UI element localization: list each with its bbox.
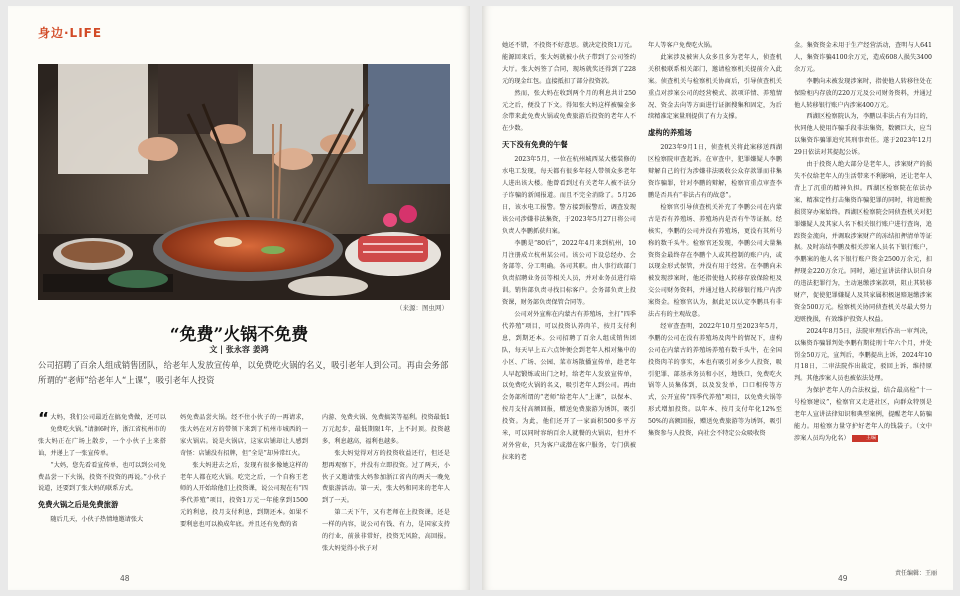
paragraph: 经审查查明，2022年10月至2023年5月，李鹏的公司在没有养殖场及肉牛的情况下，虚构公司在内蒙古的养殖场养殖有数千头牛，在全国投资肉羊的事实，本也有吸引对多少人投资，吸引犯罪、部基承务员和小区，地铁口，免费吃火锅等人员集体到，以及发发单，口口相传等方式，公开宣传“四季代养殖”项目，以免费火锅等形式增加投资。以年本、按月支付年化12%至50%的高额回报，赠送免费旅游等为诱饵，吸引集资参与人投资，向社会不特定公众吸收资 <box>648 322 782 438</box>
article-deck: 公司招聘了百余人组成销售团队，给老年人发放宣传单，以免费吃火锅的名义，吸引老年人到公司。再由会务部所谓的“老师”给老年人“上课”，吸引老年人投资 <box>38 360 449 385</box>
paragraph: 李鹏是“80后”，2022年4月来到杭州，10月注册成立杭州某公司。该公司下设总经办、会务部等、分工明确。各司其职。由人事行政部门负责招聘业务员等相关人员，并对业务员进行培训。销售部负责寻找目标客户。会务部负责上投资课，财务部负责保管合同等。 <box>502 239 636 307</box>
paragraph: 金。集资资金未用于生产经营活动，查明与人641人，集资诈骗4100余万元，造成608人损失3400余万元。 <box>794 42 932 73</box>
image-credit: （来源：图虫网） <box>396 304 448 312</box>
left-page <box>8 6 470 590</box>
section-tag: 身边·LIFE <box>38 26 103 40</box>
paragraph: “大妈，您先看看宣传单，也可以到公司免费品尝一下火锅，投资不投资的再说。”小伙子说道，还要到了张大妈的联系方式。 <box>38 461 166 493</box>
paragraph: 张大妈进去之后，发现有很多像她这样的老年人都在吃火锅。吃完之后，一个自称王老师的人开始给他们上投资课，说公司现在有“四季代养殖”项目，投资1万元一年能拿到1500元的利息，投月支付利息，到期还本。如果不要利息也可以换成年底。并且还有免费的省 <box>180 461 308 529</box>
paragraph: 内游、免费火锅、免费搞笑等福利。投资最低1万元起步，最低期限1年，上不封顶。投资越多，利息越高，福利也越多。 <box>322 414 450 445</box>
subheading: 天下没有免费的午餐 <box>502 140 568 150</box>
page-number: 48 <box>120 574 130 583</box>
paragraph: 为保护老年人的合法权益，结合最高检“十一号检察建议”，检察官又走进社区，向群众特别是老年人宣讲法律知识和典型案例，提醒老年人防骗能力。用检察力量守护好老年人的钱袋子。（文中涉案人员均为化名） 主编 <box>794 387 932 442</box>
right-column-1 <box>502 40 636 560</box>
responsible-editor: 责任编辑：王丽 <box>894 570 937 577</box>
paragraph: 2023年5月，一位在杭州城西某大楼装修的水电工发现，每天都有很多年轻人带领众多老年人进出该大楼。他曾看到过有关老年人被不法分子诈骗的新闻报道。而且不完全消除了。5月26日，该水电工报警。警方接到报警后，调查发现该公司涉嫌非法集资，于2023年5月27日将公司负责人李鹏抓获归案。 <box>502 156 636 235</box>
page-number: 49 <box>838 574 848 583</box>
paragraph: 李鹏向未被发现涉案时，指使他人转移往处在保险柜内存放的220万元及公司财务资料，并通过他人转移银行账户内涉案400万元。 <box>794 77 932 109</box>
paragraph: 公司对外宣称在内蒙古有养殖场，主打“四季代养殖”项目，可以投资认养肉羊，按月支付利息，到期还本。公司招聘了百余人组成销售团队，每天早上五六点钟便会到老年人相对集中的小区、广场、公园、菜市场散播宣传单，趁老年人早起锻炼或出门之时，给老年人发放宣传单，以免费吃火锅的名义，吸引老年人到公司。再由会务部所谓的“老师”给老年人“上课”，以保本、按月支付高额回报，赠送免费旅游为诱饵，吸引投资。为此，他们还开了一家面积500多平方米，可以同时容纳百余人就餐的火锅店，但并不对外营业，只为客户或潜在客户服务，专门供被拉来的老 <box>502 311 636 461</box>
paragraph: 由于投资人绝大部分是老年人，涉案财产的损失不仅给老年人的生活带来不利影响，还让老年人背上了沉重的精神负担。西湖区检察院在依法办案、精准定性打击集资诈骗犯罪的同时，将追赃挽损贯穿办案始终。西湖区检察院会同侦查机关对犯罪嫌疑人及其家人名下相关银行账户进行查询，追踪资金流向，并调取涉案财产的冻结扣押清单等证据。及时冻结李鹏及相关涉案人员名下银行账户，李鹏案的他人名下银行账户资金2500万余元，扣押现金220万余元。同时，通过宣讲法律认识自身的违法犯罪行为，主动退缴涉案款项，阻止其转移财产，促使犯罪嫌疑人及其家属积极退赔退缴涉案资金500万元。检察机关协同侦查机关尽最大努力追赃挽损，有效维护投资人权益。 <box>794 161 932 323</box>
paragraph: 2024年8月5日，法院审理后作出一审判决，以集资诈骗罪判处李鹏有期徒刑十年六个月，并处罚金50万元，宣判后，李鹏提出上诉，2024年10月18日，二审法院作出裁定，驳回上诉，维持原判。其他涉案人员也被依法处理。 <box>794 327 932 383</box>
paragraph: 此案涉及被害人众多且多为老年人，侦查机关积极联系相关部门，邀请检察机关提前介入此案。侦查机关与检察机关协商后，引导侦查机关重点对涉案公司的经营模式、款项详情、养殖情况、资金去向等方面进行证据搜集和固定，为后续精准定案量刑提供了有力支撑。 <box>648 53 782 121</box>
left-column-2 <box>180 412 308 572</box>
paragraph: 检察官引导侦查机关补充了李鹏公司在内蒙古是否有养殖场、养殖场内是否有牛等证据。经核实，李鹏的公司并没有养殖场，更没有其所号称的数千头牛。检察官还发现，李鹏公司大量集资资金最终存在李鹏个人或其控制的账户内，或以现金形式保管，并没有用于经营。在李鹏向未被发现涉案时，他还指使他人转移存放保险柜及交公司财务资料，并通过他人转移银行账户内涉案资金。检察官认为，据此足以认定李鹏具有非法占有的主观故意。 <box>648 203 782 319</box>
right-column-2 <box>648 40 782 560</box>
paragraph: 她还不错，不投资不好意思。就决定投资1万元。能源回来后，张大妈就被小伙子带到了公司签约大厅。张大妈签了合同，现场就奖还得到了228元的现金红包。直接抵扣了部分投资款。 <box>502 42 636 85</box>
paragraph: 然而，张大妈在收到两个月的利息共计250元之后，便没了下文。得知张大妈这样被骗金多余带来此免费火锅或免费旅游后投资的老年人不在少数。 <box>502 89 636 133</box>
paragraph: 西湖区检察院认为，李鹏以非法占有为目的，伙同他人使用诈骗手段非法集资，数额巨大，应当以集资诈骗罪追究其刑事责任。遂于2023年12月29日依法对其提起公诉。 <box>794 113 932 157</box>
subheading: 虚构的养殖场 <box>648 128 692 138</box>
left-column-3 <box>322 412 450 572</box>
paragraph: “ 大妈，我们公司最近在搞免费做，还可以免费吃火锅。”请据6时许，浙江省杭州市的张大妈正在广场上散步，一个小伙子上来搭讪，并递上了一张宣传单。 <box>38 412 166 457</box>
hotpot-illustration <box>38 64 450 300</box>
hotpot-photo <box>38 64 450 300</box>
paragraph: 随后几天，小伙子热情地邀请张大 <box>50 516 144 524</box>
end-mark: 主编 <box>852 435 878 442</box>
left-columns <box>38 412 450 572</box>
right-column-3 <box>794 40 932 560</box>
paragraph: 2023年9月1日，侦查机关将此案移送西湖区检察院审查起诉。在审查中，犯罪嫌疑人李鹏辩解自己的行为涉嫌非法吸收公众存款罪而非集资诈骗罪，针对李鹏的辩解，检察官重点审查李鹏是否具有“非法占有的故意”。 <box>648 144 782 199</box>
open-quote-mark: “ <box>38 412 50 429</box>
subheading: 免费火锅之后是免费旅游 <box>38 500 119 510</box>
right-page <box>482 6 953 590</box>
paragraph: 妈免费品尝火锅。经不住小伙子的一再请求，张大妈在对方的带领下来到了杭州市城西的一家火锅店。说是火锅店，这家店铺却让人感到奇怪：店铺没有招牌，但“全是”却异常红火。 <box>180 414 308 457</box>
article-title: “免费”火锅不免费 <box>169 325 309 345</box>
left-column-1 <box>38 412 166 572</box>
paragraph: 年人等客户免费吃火锅。 <box>648 42 717 49</box>
paragraph: 第二天下午，又有老师在上投资课，还是一样的内容，说公司有钱、有力，是国家支持的行业，前景非常好，投资无风险，高回报。张大妈觉得小伙子对 <box>322 509 450 552</box>
byline: 文 | 张永容 姜鸿 <box>209 344 269 354</box>
paragraph: 张大妈觉得对方的投资收益还行，但还是想再观察下，并没有立即投资。过了两天，小伙子又邀请张大妈参加浙江省内的两天一晚免费旅游活动。第一天，张大妈和同来的老年人到了一天。 <box>322 449 450 505</box>
